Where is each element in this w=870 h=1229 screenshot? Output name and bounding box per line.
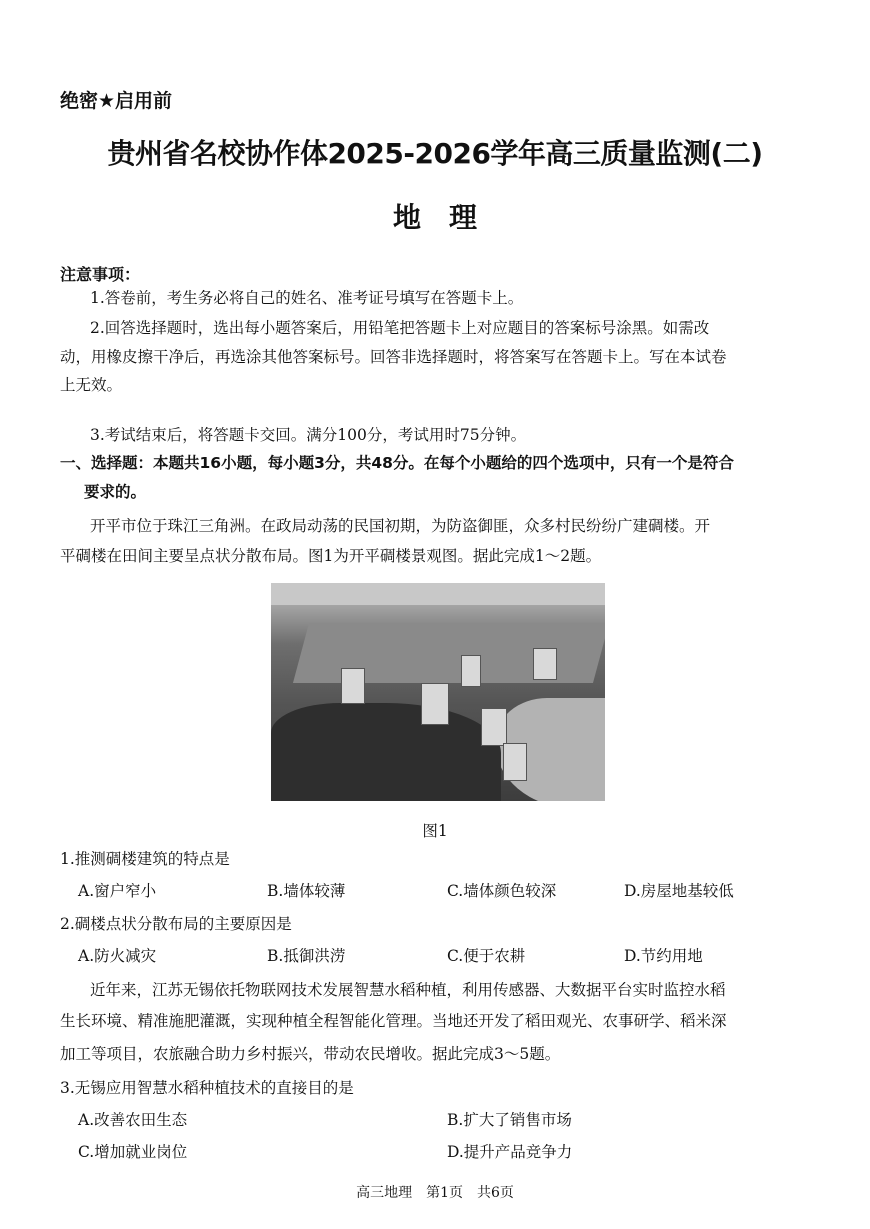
note-item: 动，用橡皮擦干净后，再选涂其他答案标号。回答非选择题时，将答案写在答题卡上。写在本试卷 — [60, 348, 727, 366]
option: D.房屋地基较低 — [624, 882, 734, 900]
option: D.提升产品竞争力 — [447, 1143, 573, 1161]
option: A.改善农田生态 — [78, 1111, 188, 1129]
question-stem: 1.推测碉楼建筑的特点是 — [60, 850, 230, 868]
page-footer: 高三地理 第1页 共6页 — [356, 1185, 514, 1201]
option: D.节约用地 — [624, 947, 703, 965]
exam-title: 贵州省名校协作体2025-2026学年高三质量监测(二) — [107, 137, 763, 170]
passage-line: 开平市位于珠江三角洲。在政局动荡的民国初期，为防盗御匪，众多村民纷纷广建碉楼。开 — [90, 517, 711, 535]
photo-sky — [271, 583, 605, 605]
note-item: 上无效。 — [60, 376, 123, 394]
option: B.墙体较薄 — [267, 882, 346, 900]
section-heading: 一、选择题：本题共16小题，每小题3分，共48分。在每个小题给的四个选项中，只有一个是符合 — [60, 454, 734, 472]
note-item: 1.答卷前，考生务必将自己的姓名、准考证号填写在答题卡上。 — [90, 289, 524, 307]
passage-line: 近年来，江苏无锡依托物联网技术发展智慧水稻种植，利用传感器、大数据平台实时监控水稻 — [90, 981, 726, 999]
passage-line: 加工等项目，农旅融合助力乡村振兴，带动农民增收。据此完成3～5题。 — [60, 1045, 561, 1063]
photo-tower — [533, 648, 557, 680]
notes-heading: 注意事项： — [60, 265, 141, 284]
option: A.窗户窄小 — [78, 882, 157, 900]
question-stem: 3.无锡应用智慧水稻种植技术的直接目的是 — [60, 1079, 354, 1097]
option: C.墙体颜色较深 — [447, 882, 557, 900]
option: B.扩大了销售市场 — [447, 1111, 572, 1129]
option: B.抵御洪涝 — [267, 947, 346, 965]
option: C.便于农耕 — [447, 947, 526, 965]
photo-tower — [421, 683, 449, 725]
photo-fields — [293, 623, 605, 683]
passage-line: 平碉楼在田间主要呈点状分散布局。图1为开平碉楼景观图。据此完成1～2题。 — [60, 547, 602, 565]
question-stem: 2.碉楼点状分散布局的主要原因是 — [60, 915, 292, 933]
figure-caption: 图1 — [422, 822, 448, 840]
photo-tower — [341, 668, 365, 704]
photo-trees — [271, 703, 501, 801]
photo-tower — [503, 743, 527, 781]
note-item: 2.回答选择题时，选出每小题答案后，用铅笔把答题卡上对应题目的答案标号涂黑。如需改 — [90, 319, 710, 337]
secret-mark: 绝密★启用前 — [60, 90, 173, 112]
option: C.增加就业岗位 — [78, 1143, 188, 1161]
note-item: 3.考试结束后，将答题卡交回。满分100分，考试用时75分钟。 — [90, 426, 527, 444]
section-heading-cont: 要求的。 — [84, 483, 147, 501]
subject-title: 地理 — [392, 201, 505, 234]
diaolou-landscape-photo — [271, 583, 605, 801]
photo-tower — [481, 708, 507, 746]
option: A.防火减灾 — [78, 947, 157, 965]
photo-tower — [461, 655, 481, 687]
passage-line: 生长环境、精准施肥灌溉，实现种植全程智能化管理。当地还开发了稻田观光、农事研学、稻米深 — [60, 1012, 727, 1030]
